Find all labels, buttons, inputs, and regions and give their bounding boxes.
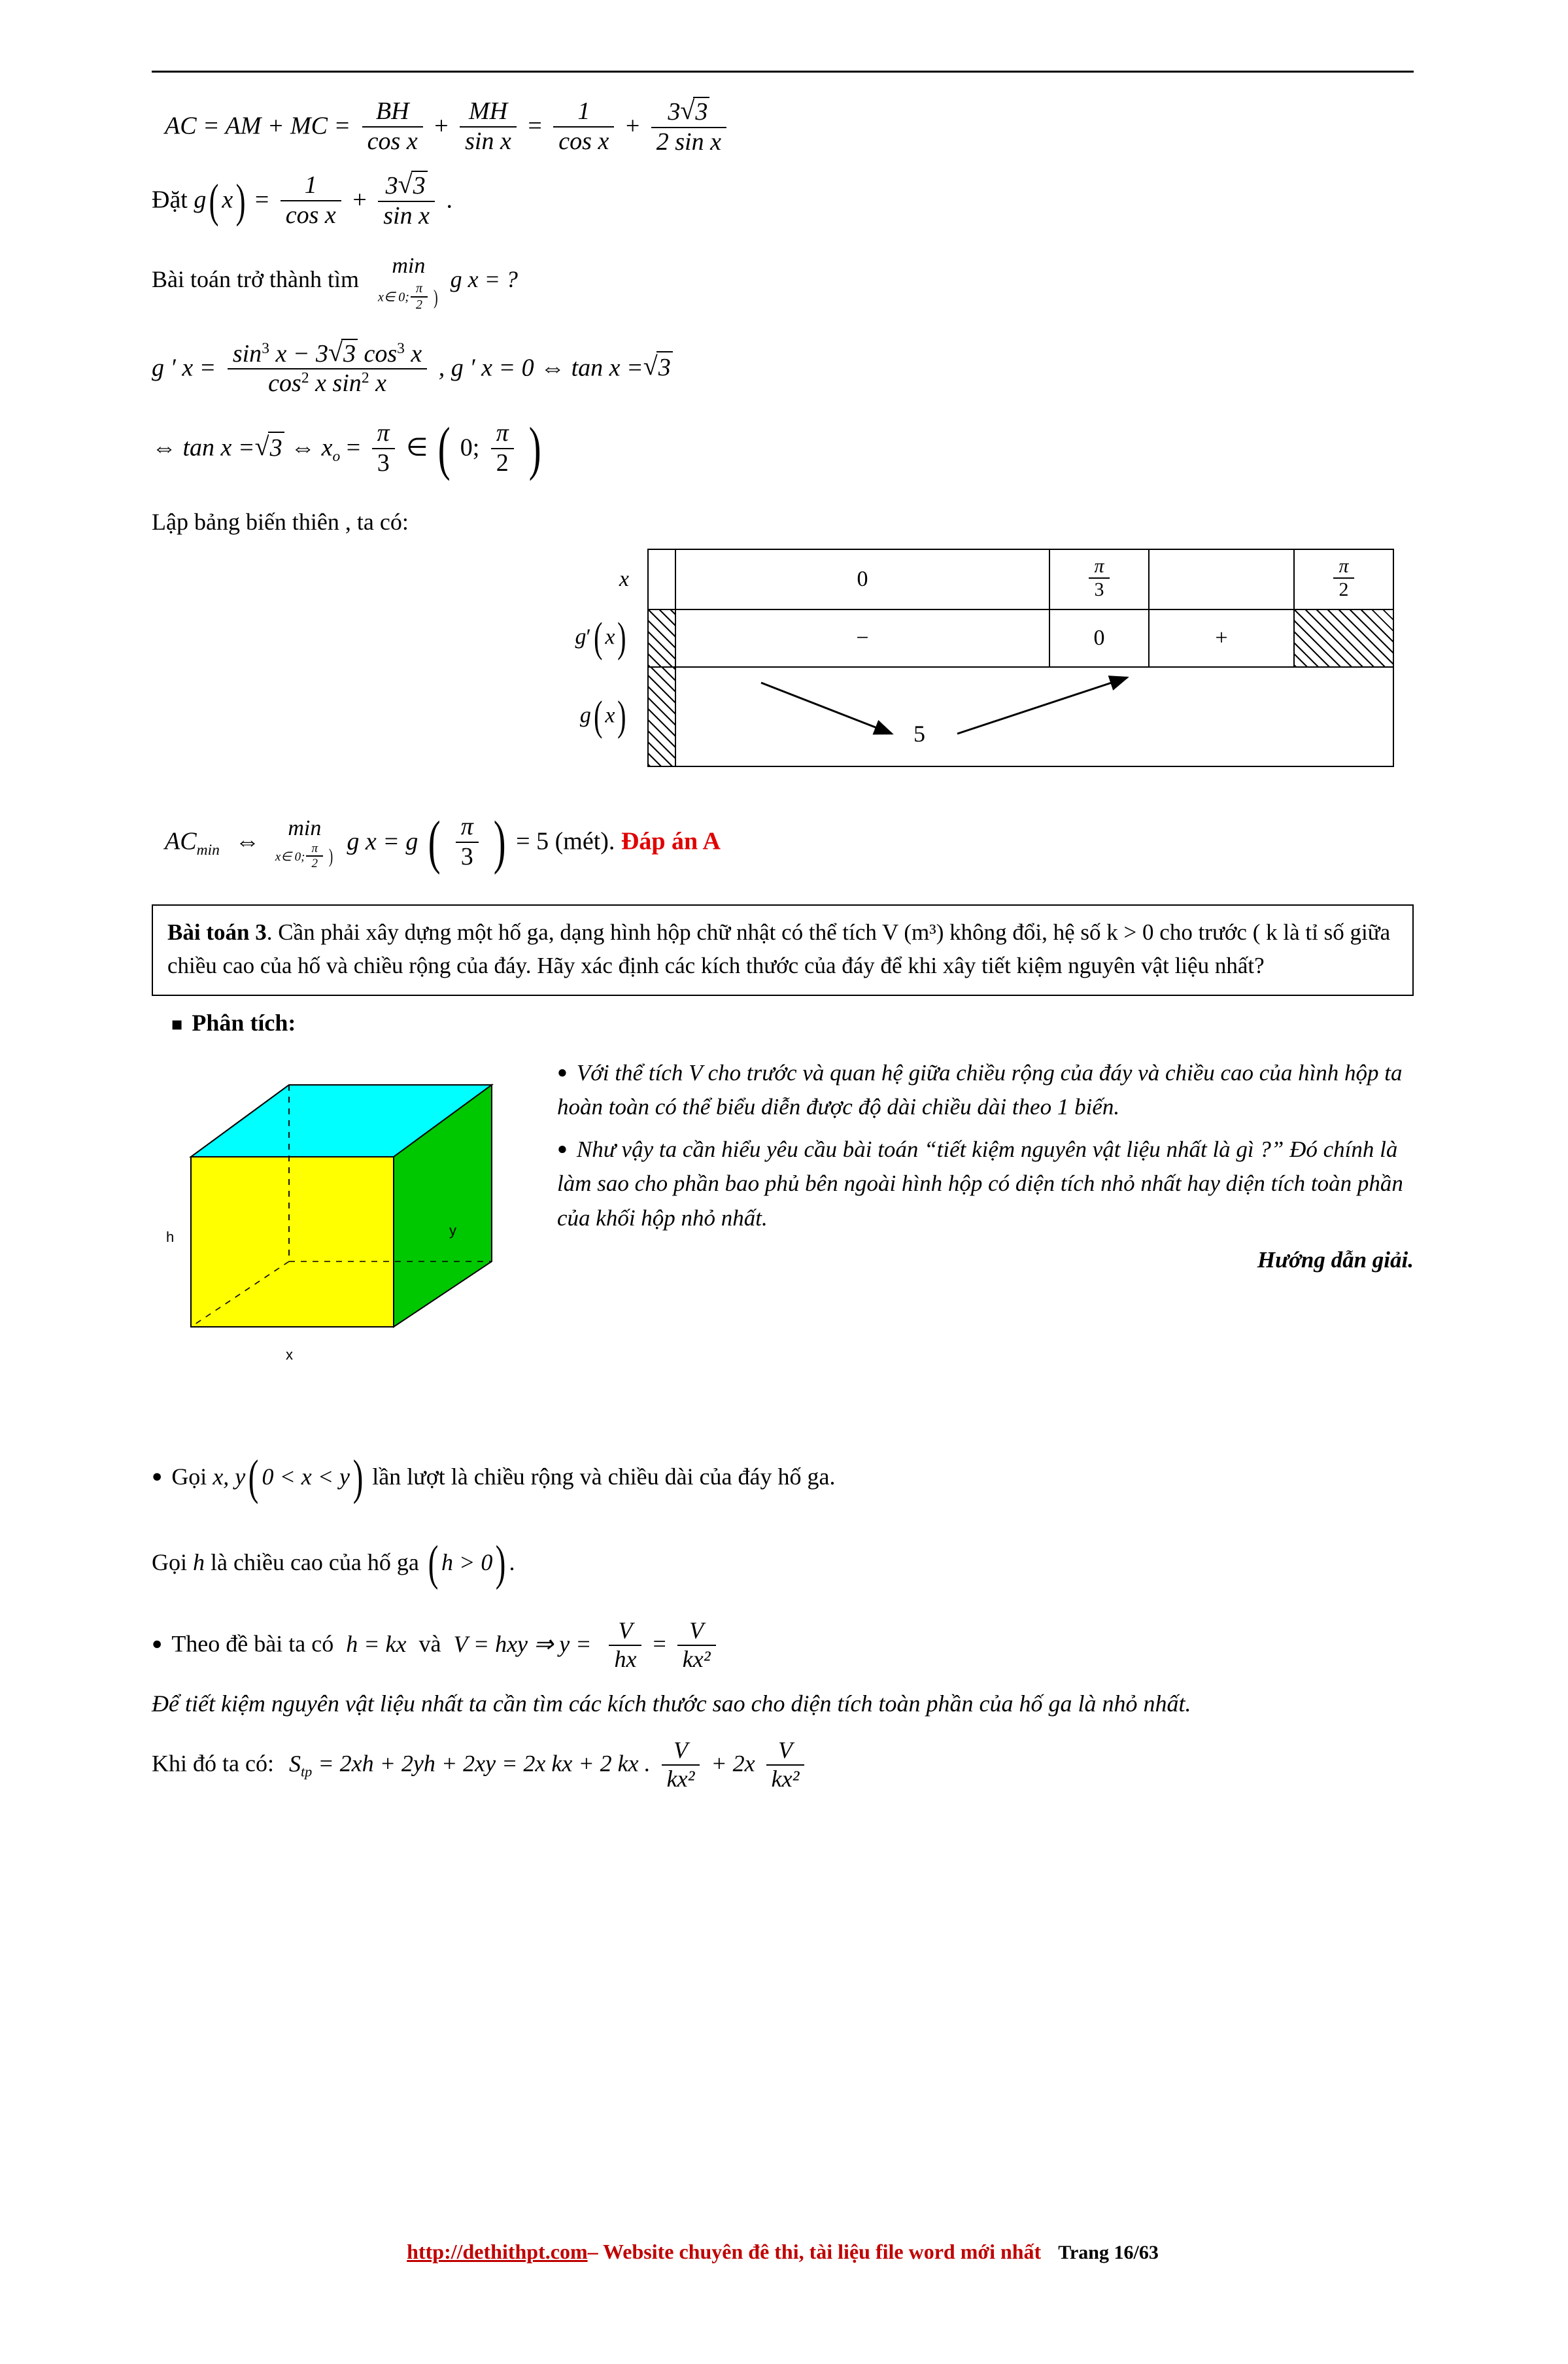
solution-line-3: ● Theo đề bài ta có h = kx và V = hxy ⇒ y = $\frac{V}{hx}$ = $\frac{V}{\text{kx²}}$ [152, 1619, 1414, 1674]
min-operator-2: min x∈ 0; $\frac{\pi}{2}$ ) [275, 816, 333, 871]
hatch-left-b [648, 667, 675, 766]
label-y: y [449, 1222, 456, 1239]
equation-equivalence: ⇔ tan x = √ 3 ⇔ $x_o$ = $\frac{\pi}{3}$ ∈ ( 0; $\frac{\pi}{2}$ ) [152, 413, 1414, 487]
cell-x-gap [1149, 549, 1294, 609]
sqrt-3-d: √ 3 [643, 351, 673, 384]
analysis-text [557, 1046, 1414, 1286]
min-operator: min x∈ 0; $\frac{\pi}{2}$ ) [378, 253, 438, 312]
table-row-x [466, 549, 1393, 609]
cell-x-zero-left [648, 549, 675, 609]
problem-title: Bài toán 3 [167, 919, 267, 946]
cell-x-0: 0 [675, 549, 1049, 609]
fraction-bh-cosx: $\frac{BH}{\text{cos x}}$ [362, 97, 423, 156]
cell-x-pi3: $\frac{\pi}{3}$ [1049, 549, 1149, 609]
equation-acmin: $AC_{min}$ ⇔ min x∈ 0; $\frac{\pi}{2}$ ) g x = g ( $\frac{\pi}{3}$ ) = 5 (mét). Đáp án A [165, 809, 721, 876]
cell-sign-minus: − [675, 609, 1049, 667]
fraction-derivative: $\frac{\sin^3 x - 3 √ 3 \cos^3 x}{\cos^2 x \sin^2 x}$ [228, 339, 427, 398]
line-dat-gx: Đặt g( x) = $\frac{1}{\text{cos x}}$ + $\frac{3 √ 3}{\text{sin x}}$ . [152, 172, 1414, 231]
fraction-v-kx2-b: $\frac{V}{\text{kx²}}$ [662, 1737, 700, 1792]
answer-label: Đáp án A [621, 827, 721, 855]
fraction-pi-3-b: $\frac{\pi}{3}$ [456, 813, 479, 871]
fraction-pi-3: $\frac{\pi}{3}$ [372, 419, 395, 477]
dat-label: Đặt [152, 186, 188, 214]
hatch-left-a [648, 609, 675, 667]
row-label-gprime: g′( x) [575, 613, 626, 660]
page-number: Trang 16/63 [1058, 2242, 1159, 2263]
analysis-bullet-1: ● Với thể tích V cho trước và quan hệ giữa chiều rộng của đáy và chiều cao của hình hộp ta hoàn toàn có thể biểu diễn được độ dài chiều dài theo 1 biến. [557, 1056, 1414, 1125]
fraction-mh-sinx: $\frac{MH}{\text{sin x}}$ [460, 97, 517, 156]
problem-statement-box [152, 904, 1414, 996]
problem-text: . Cần phải xây dựng một hố ga, dạng hình hộp chữ nhật có thể tích V (m³) không đổi, hệ số k > 0 cho trước ( k là tỉ số giữa chiều cao của hố và chiều rộng của đáy. Hãy xác định các kích thước của đáy để khi xây tiết kiệm nguyên vật liệu nhất? [167, 919, 1391, 978]
label-h: h [166, 1228, 175, 1245]
equation-ac [152, 98, 1414, 158]
analysis-heading: ■ Phân tích: [171, 1005, 1414, 1040]
fraction-3root3-sinx: $\frac{3 √ 3}{\text{sin x}}$ [378, 171, 435, 230]
line-variation-table-intro: Lập bảng biến thiên , ta có: [152, 509, 409, 536]
plus-1: + [434, 112, 449, 140]
g-symbol: g [194, 186, 207, 214]
fraction-1-cosx-b: $\frac{1}{\text{cos x}}$ [281, 171, 341, 230]
sqrt-3-a: √ 3 [680, 97, 709, 127]
fraction-1-cosx: $\frac{1}{\text{cos x}}$ [553, 97, 614, 156]
variation-arrows-svg [676, 668, 1291, 765]
box-figure [152, 1046, 557, 1438]
solution-line-4: Để tiết kiệm nguyên vật liệu nhất ta cần tìm các kích thước sao cho diện tích toàn phần của hố ga là nhỏ nhất. [152, 1690, 1191, 1717]
fraction-v-kx2: $\frac{V}{\text{kx²}}$ [677, 1617, 716, 1673]
sqrt-3-c: √ 3 [328, 339, 358, 369]
fraction-v-kx2-c: $\frac{V}{\text{kx²}}$ [766, 1737, 805, 1792]
solution-line-5: Khi đó ta có: $S_{tp} = 2xh + 2yh + 2xy = 2x$ kx + 2 kx . $\frac{V}{\text{kx²}}$ + 2x $\frac{V}{\text{kx²}}$ [152, 1738, 1414, 1794]
fraction-pi-2: $\frac{\pi}{2}$ [491, 419, 514, 477]
row-label-gx: g( x) [579, 691, 626, 739]
sqrt-3-e: √ 3 [255, 432, 284, 464]
page-content [152, 0, 1414, 1806]
table-row-gprime [466, 609, 1393, 667]
footer-text: – Website chuyên đê thi, tài liệu file word mới nhất [587, 2240, 1042, 2263]
fraction-v-hx: $\frac{V}{hx}$ [609, 1617, 641, 1673]
page-footer [152, 2240, 1414, 2264]
fraction-3root3-2sinx: $\frac{3 √ 3}{\text{2 sin x}}$ [651, 97, 726, 156]
plus-2: + [625, 112, 640, 140]
cell-x-pi2: $\frac{\pi}{2}$ [1294, 549, 1393, 609]
footer-link[interactable]: http://dethithpt.com [407, 2240, 588, 2263]
equation-derivative: g ′ x = $\frac{\sin^3 x - 3 √ 3 \cos^3 x}{\cos^2 x \sin^2 x}$ , g ′ x = 0 ⇔ tan x = √ 3 [152, 340, 1414, 400]
solution-line-2: Gọi h là chiều cao của hố ga ( h > 0) . [152, 1536, 515, 1591]
cell-sign-plus: + [1149, 609, 1294, 667]
cell-variation-arrows [675, 667, 1393, 766]
min-gx-question: g x = ? [450, 266, 518, 292]
eq1-lhs: AC = AM + MC = [165, 112, 351, 140]
rectangular-box-diagram [152, 1046, 557, 1438]
cell-sign-zero: 0 [1049, 609, 1149, 667]
table-row-gx [466, 667, 1393, 766]
figure-and-analysis [152, 1046, 1414, 1438]
analysis-bullet-2: ● Như vậy ta cần hiểu yêu cầu bài toán “tiết kiệm nguyên vật liệu nhất là gì ?” Đó chính là làm sao cho phần bao phủ bên ngoài hình hộp có diện tích nhỏ nhất hay diện tích toàn phần của khối hộp nhỏ nhất. [557, 1133, 1414, 1236]
sqrt-3-b: √ 3 [398, 171, 428, 201]
solution-line-1: ● Gọi x, y( 0 < x < y) lần lượt là chiều rộng và chiều dài của đáy hố ga. [152, 1442, 1414, 1516]
label-x: x [286, 1346, 293, 1363]
equals-1: = [528, 112, 542, 140]
hatch-right-a [1294, 609, 1393, 667]
line-become-find-min: Bài toán trở thành tìm min x∈ 0; $\frac{\pi}{2}$ ) g x = ? [152, 249, 1414, 314]
variation-table [466, 549, 1394, 767]
guide-label: Hướng dẫn giải. [1257, 1247, 1414, 1273]
row-label-x: x [619, 567, 629, 592]
variation-table-wrap [152, 549, 1414, 767]
svg-text:5: 5 [913, 721, 925, 747]
